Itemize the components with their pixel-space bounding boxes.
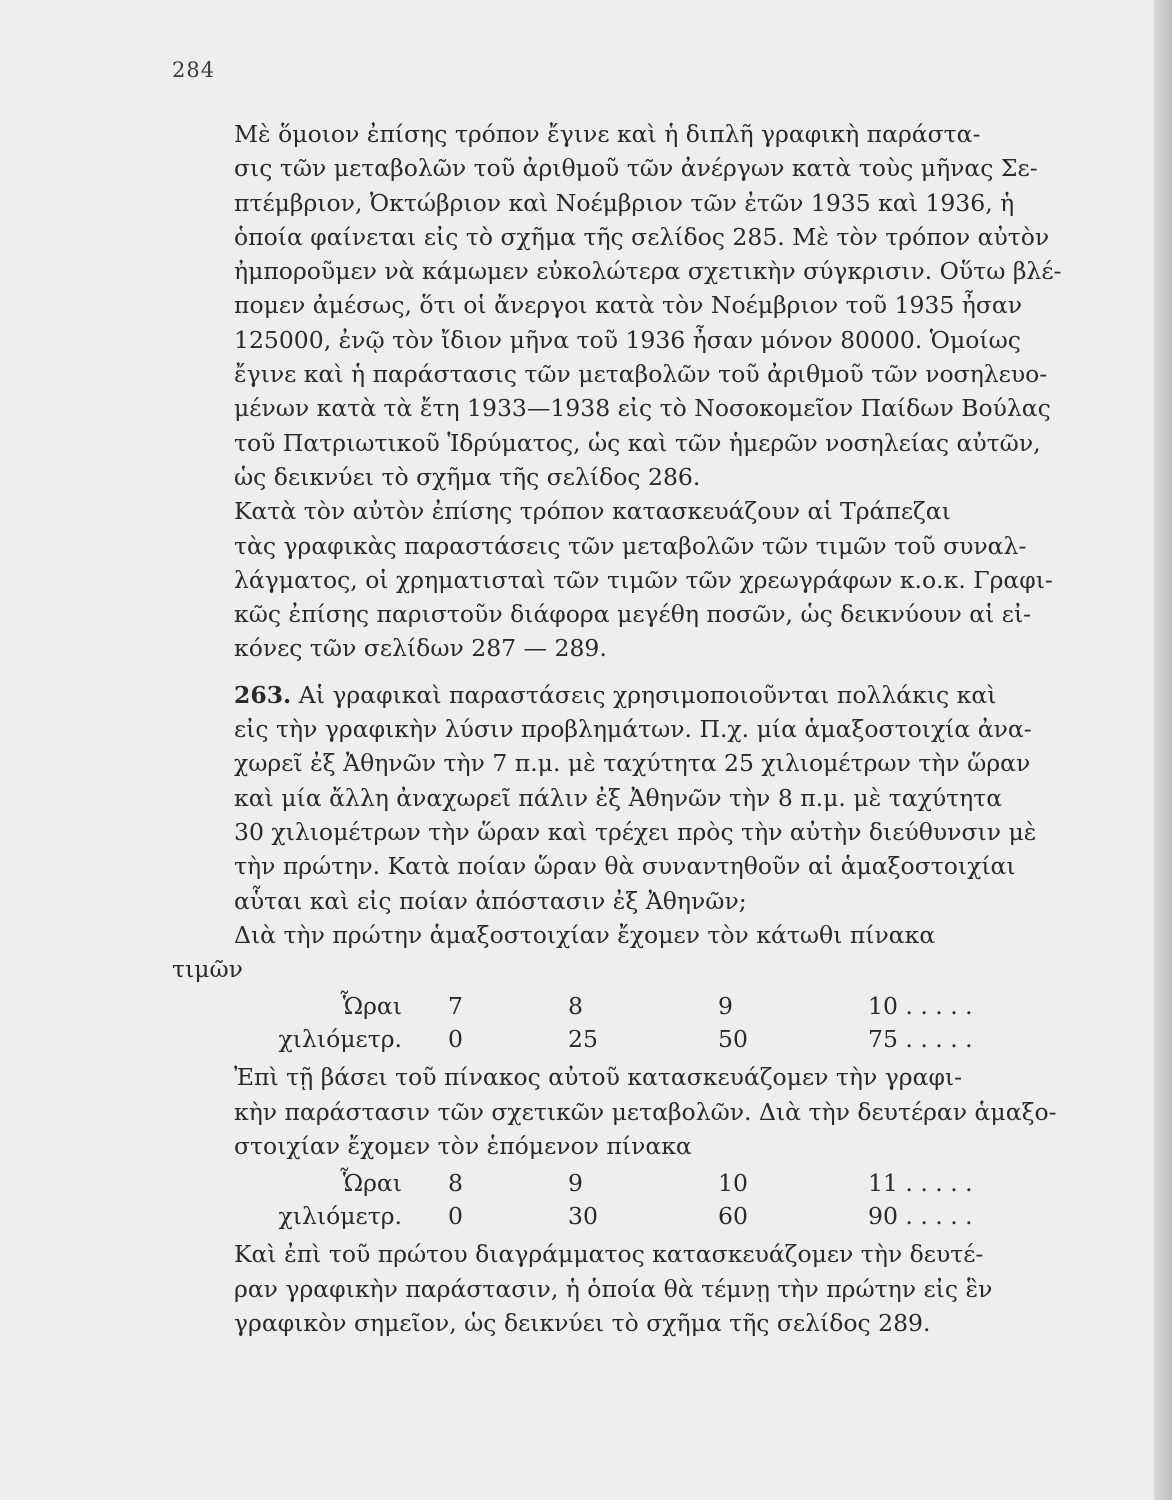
table-cell: 11 . . . . . <box>868 1169 973 1198</box>
text-line: 125000, ἐνῷ τὸν ἴδιον μῆνα τοῦ 1936 ἦσαν μόνον 80000. Ὁμοίως <box>234 325 1021 354</box>
page-number: 284 <box>172 58 216 82</box>
text-line: πτέμβριον, Ὀκτώβριον καὶ Νοέμβριον τῶν ἐτῶν 1935 καὶ 1936, ἡ <box>234 188 1015 217</box>
text-line: αὗται καὶ εἰς ποίαν ἀπόστασιν ἐξ Ἀθηνῶν; <box>234 886 747 915</box>
text-line: ραν γραφικὴν παράστασιν, ἡ ὁποία θὰ τέμνῃ τὴν πρώτην εἰς ἓν <box>234 1274 993 1303</box>
table-cell: 8 <box>448 1169 463 1198</box>
text-line <box>172 678 1140 712</box>
text-line: τὴν πρώτην. Κατὰ ποίαν ὥραν θὰ συναντηθοῦν αἱ ἁμαξοστοιχίαι <box>234 852 1016 881</box>
table-cell: 7 <box>448 992 463 1021</box>
paragraph-banks-brokers <box>172 494 1140 665</box>
row-label: Ὧραι <box>340 992 402 1021</box>
paragraph-first-train-table-intro <box>172 918 1140 987</box>
section-number: 263. <box>234 680 292 709</box>
text-line: Ἐπὶ τῇ βάσει τοῦ πίνακος αὐτοῦ κατασκευάζομεν τὴν γραφι- <box>234 1063 963 1092</box>
text-line: καὶ μία ἄλλη ἀναχωρεῖ πάλιν ἐξ Ἀθηνῶν τὴν 8 π.μ. μὲ ταχύτητα <box>234 783 1003 812</box>
text-line: τοῦ Πατριωτικοῦ Ἱδρύματος, ὡς καὶ τῶν ἡμερῶν νοσηλείας αὐτῶν, <box>234 428 1041 457</box>
row-label: χιλιόμετρ. <box>278 1202 402 1231</box>
table-cell: 0 <box>448 1025 463 1054</box>
table-row-kilometers <box>232 1200 1028 1233</box>
table-cell: 60 <box>718 1202 748 1231</box>
text-line: Καὶ ἐπὶ τοῦ πρώτου διαγράμματος κατασκευάζομεν τὴν δευτέ- <box>234 1240 984 1269</box>
paragraph-conclusion <box>172 1237 1140 1340</box>
text-line: ὁποία φαίνεται εἰς τὸ σχῆμα τῆς σελίδος 285. Μὲ τὸν τρόπον αὐτὸν <box>234 222 1050 251</box>
text-line: κὴν παράστασιν τῶν σχετικῶν μεταβολῶν. Διὰ τὴν δευτέραν ἁμαξο- <box>234 1097 1057 1126</box>
table-cell: 9 <box>718 992 733 1021</box>
text-line: στοιχίαν ἔχομεν τὸν ἑπόμενον πίνακα <box>234 1132 692 1161</box>
table-row-hours <box>232 990 1028 1023</box>
text-line: τὰς γραφικὰς παραστάσεις τῶν μεταβολῶν τῶν τιμῶν τοῦ συναλ- <box>234 531 1027 560</box>
text-line: ὡς δεικνύει τὸ σχῆμα τῆς σελίδος 286. <box>234 462 701 491</box>
text-line: 30 χιλιομέτρων τὴν ὥραν καὶ τρέχει πρὸς τὴν αὐτὴν διεύθυνσιν μὲ <box>234 817 1037 846</box>
row-label: χιλιόμετρ. <box>278 1025 402 1054</box>
text-line: κῶς ἐπίσης παριστοῦν διάφορα μεγέθη ποσῶν, ὡς δεικνύουν αἱ εἰ- <box>234 600 1032 629</box>
row-label: Ὧραι <box>340 1169 402 1198</box>
table-first-train <box>232 990 1028 1056</box>
page-body <box>172 117 1140 1340</box>
table-cell: 50 <box>718 1025 748 1054</box>
table-cell: 75 . . . . . <box>868 1025 973 1054</box>
paragraph-graphical-representation <box>172 117 1140 494</box>
table-cell: 10 . . . . . <box>868 992 973 1021</box>
table-cell: 9 <box>568 1169 583 1198</box>
text-line: χωρεῖ ἐξ Ἀθηνῶν τὴν 7 π.μ. μὲ ταχύτητα 25 χιλιομέτρων τὴν ὥραν <box>234 749 1031 778</box>
paragraph-second-train-table-intro <box>172 1060 1140 1163</box>
table-cell: 30 <box>568 1202 598 1231</box>
text-line: εἰς τὴν γραφικὴν λύσιν προβλημάτων. Π.χ. μία ἁμαξοστοιχία ἀνα- <box>234 715 1032 744</box>
table-cell: 90 . . . . . <box>868 1202 973 1231</box>
table-row-kilometers <box>232 1023 1028 1056</box>
text-line: Μὲ ὅμοιον ἐπίσης τρόπον ἔγινε καὶ ἡ διπλῆ γραφικὴ παράστα- <box>234 120 981 148</box>
page-edge-shadow <box>1154 0 1172 1500</box>
text-line: πομεν ἀμέσως, ὅτι οἱ ἄνεργοι κατὰ τὸν Νοέμβριον τοῦ 1935 ἦσαν <box>234 291 1023 320</box>
text-line: Διὰ τὴν πρώτην ἁμαξοστοιχίαν ἔχομεν τὸν κάτωθι πίνακα <box>234 920 936 949</box>
table-second-train <box>232 1167 1028 1233</box>
text-line: μένων κατὰ τὰ ἔτη 1933—1938 εἰς τὸ Νοσοκομεῖον Παίδων Βούλας <box>234 394 1051 423</box>
text-line: σις τῶν μεταβολῶν τοῦ ἀριθμοῦ τῶν ἀνέργων κατὰ τοὺς μῆνας Σε- <box>234 154 1038 183</box>
table-cell: 25 <box>568 1025 598 1054</box>
text-line: τιμῶν <box>172 955 243 984</box>
table-cell: 0 <box>448 1202 463 1231</box>
table-row-hours <box>232 1167 1028 1200</box>
text-line: γραφικὸν σημεῖον, ὡς δεικνύει τὸ σχῆμα τῆς σελίδος 289. <box>234 1308 931 1337</box>
table-cell: 10 <box>718 1169 748 1198</box>
paragraph-section-263 <box>172 678 1140 918</box>
text-line: ἠμποροῦμεν νὰ κάμωμεν εὐκολώτερα σχετικὴν σύγκρισιν. Οὕτω βλέ- <box>234 257 1062 286</box>
text-line: κόνες τῶν σελίδων 287 — 289. <box>234 634 607 663</box>
text-line: ἔγινε καὶ ἡ παράστασις τῶν μεταβολῶν τοῦ ἀριθμοῦ τῶν νοσηλευο- <box>234 360 1048 389</box>
table-cell: 8 <box>568 992 583 1021</box>
section-first-line: Αἱ γραφικαὶ παραστάσεις χρησιμοποιοῦνται πολλάκις καὶ <box>291 680 997 709</box>
spacer <box>172 666 1140 678</box>
text-line: Κατὰ τὸν αὐτὸν ἐπίσης τρόπον κατασκευάζουν αἱ Τράπεζαι <box>234 497 951 526</box>
text-line: λάγματος, οἱ χρηματισταὶ τῶν τιμῶν τῶν χρεωγράφων κ.ο.κ. Γραφι- <box>234 565 1053 594</box>
